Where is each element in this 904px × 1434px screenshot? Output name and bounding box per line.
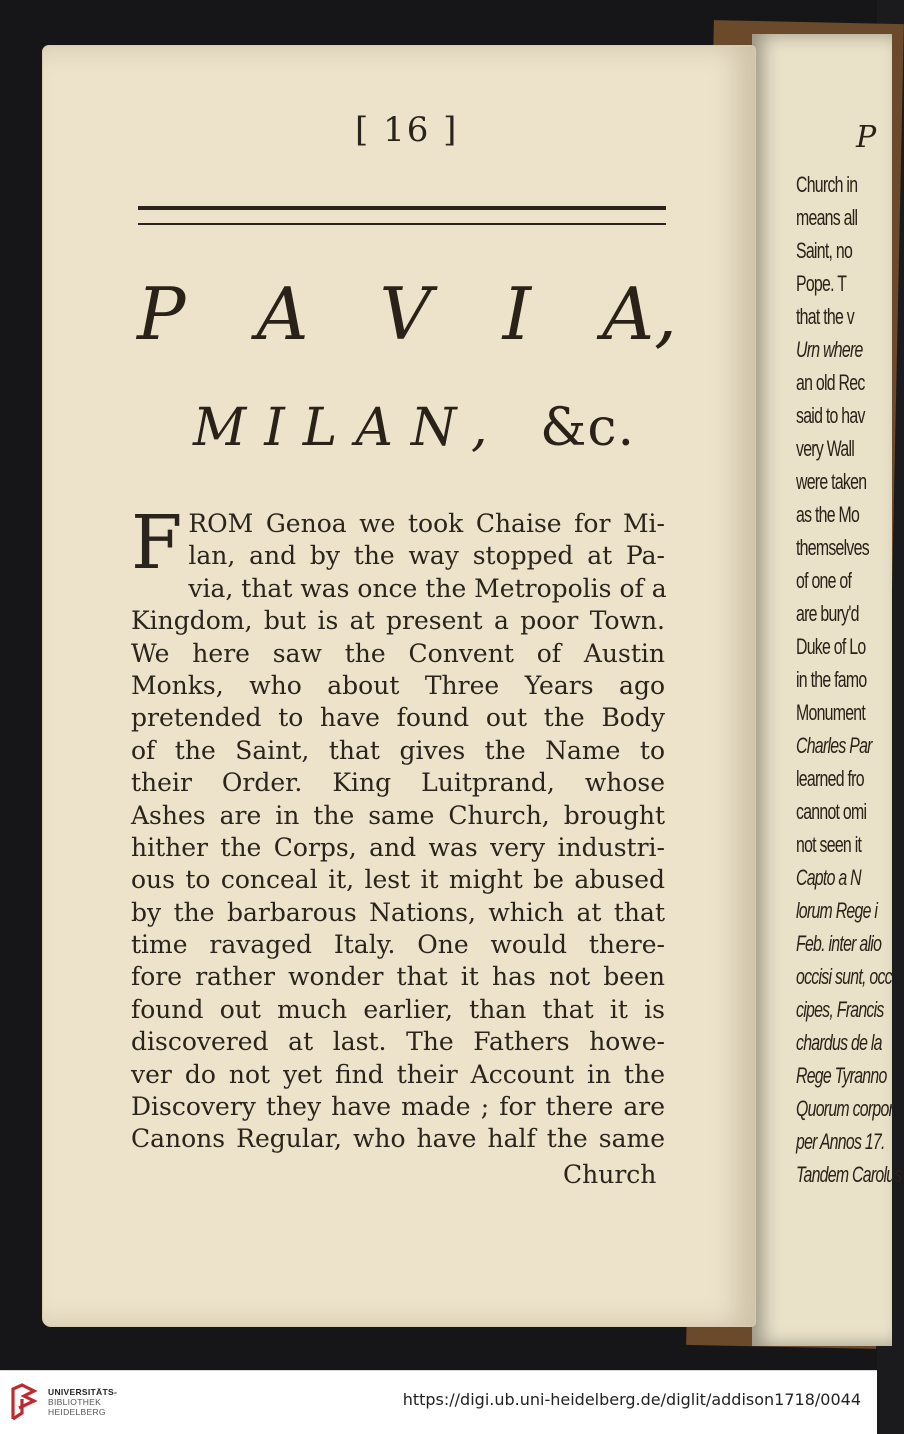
right-page-line: Capto a N [796, 865, 861, 890]
body-line: pretended to have found out the Body [131, 703, 665, 733]
body-line: of the Saint, that gives the Name to [131, 735, 665, 765]
right-page-line: per Annos 17. [796, 1129, 885, 1154]
right-page-line: Church in [796, 172, 858, 197]
right-page-line: said to hav [796, 403, 865, 428]
right-page-line: Duke of Lo [796, 634, 866, 659]
left-page [43, 46, 755, 1326]
body-line: fore rather wonder that it has not been [131, 962, 665, 992]
body-line: found out much earlier, than that it is [131, 994, 665, 1024]
body-line: lan, and by the way stopped at Pa- [188, 541, 665, 571]
subtitle-etc: &c. [540, 398, 636, 458]
body-text [131, 500, 667, 1156]
right-page-line: an old Rec [796, 370, 865, 395]
permalink-url[interactable]: https://digi.ub.uni-heidelberg.de/diglit/addison1718/0044 [402, 1390, 861, 1409]
body-line: time ravaged Italy. One would there- [131, 930, 665, 960]
right-page-line: lorum Rege i [796, 898, 878, 923]
body-line: We here saw the Convent of Austin [131, 638, 665, 668]
right-page-line: chardus de la [796, 1030, 882, 1055]
catchword: Church [563, 1160, 657, 1189]
right-page-line: that the v [796, 304, 854, 329]
right-page-line: in the famo [796, 667, 867, 692]
library-logo[interactable] [10, 1383, 120, 1423]
library-logo-text [48, 1387, 117, 1417]
right-page-line: means all [796, 205, 858, 230]
body-line: ous to conceal it, lest it might be abused [131, 865, 665, 895]
chapter-title [137, 272, 677, 356]
title-letter: P [137, 272, 186, 356]
body-line: their Order. King Luitprand, whose [131, 768, 665, 798]
right-page-line: are bury'd [796, 601, 859, 626]
right-page-line: occisi sunt, occ [796, 964, 892, 989]
body-line: Discovery they have made ; for there are [131, 1092, 665, 1122]
subtitle-main: MILAN, [193, 398, 506, 458]
title-letter: V [379, 272, 432, 356]
body-line: Kingdom, but is at present a poor Town. [131, 606, 665, 636]
right-page-line: cipes, Francis [796, 997, 884, 1022]
page-number: [ 16 ] [355, 110, 459, 150]
right-page-line: Saint, no [796, 238, 853, 263]
body-line: discovered at last. The Fathers howe- [131, 1027, 665, 1057]
body-line: ROM Genoa we took Chaise for Mi- [188, 509, 665, 538]
right-page-line: learned fro [796, 766, 864, 791]
heading-rule-thin [138, 223, 666, 225]
library-logo-icon [10, 1383, 38, 1421]
right-page-header: P [856, 120, 877, 155]
right-page-line: Urn where [796, 337, 863, 362]
logo-line-3: HEIDELBERG [48, 1407, 106, 1417]
drop-cap: F [131, 500, 183, 586]
right-page-line: Monument [796, 700, 866, 725]
right-page [752, 34, 902, 1346]
right-page-line: themselves [796, 535, 869, 560]
viewer-footer [0, 1370, 877, 1434]
right-page-line: as the Mo [796, 502, 860, 527]
right-page-line: Rege Tyranno [796, 1063, 887, 1088]
body-line: by the barbarous Nations, which at that [131, 897, 665, 927]
heading-rule-thick [138, 206, 666, 210]
title-letter: A, [602, 272, 677, 356]
right-page-line: very Wall [796, 436, 855, 461]
right-page-line: Pope. T [796, 271, 847, 296]
logo-line-1: UNIVERSITÄTS- [48, 1387, 118, 1397]
body-line: ver do not yet find their Account in the [131, 1059, 665, 1089]
body-line: Canons Regular, who have half the same [131, 1124, 665, 1154]
right-page-line: cannot omi [796, 799, 867, 824]
body-line: via, that was once the Metropolis of a [188, 573, 667, 603]
right-page-line: of one of [796, 568, 852, 593]
right-page-line: Tandem Carolus [796, 1162, 902, 1187]
right-page-text [796, 168, 902, 1191]
body-line: hither the Corps, and was very industri- [131, 832, 665, 862]
right-page-line: Quorum corpor [796, 1096, 894, 1121]
body-line: Ashes are in the same Church, brought [131, 800, 665, 830]
chapter-subtitle [193, 398, 635, 458]
body-lines [131, 500, 667, 1156]
title-letter: I [502, 272, 532, 356]
title-letter: A [256, 272, 309, 356]
right-page-line: Feb. inter alio [796, 931, 882, 956]
right-page-line: not seen it [796, 832, 862, 857]
logo-line-2: BIBLIOTHEK [48, 1397, 102, 1407]
right-page-line: Charles Par [796, 733, 872, 758]
right-page-line: were taken [796, 469, 867, 494]
body-line: Monks, who about Three Years ago [131, 670, 665, 700]
